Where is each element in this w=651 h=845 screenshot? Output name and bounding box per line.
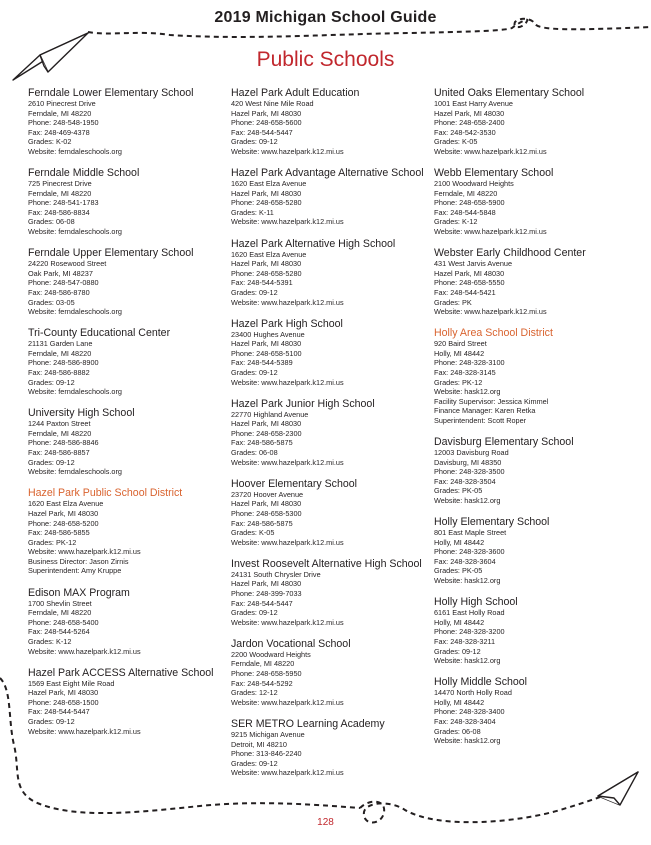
entry-detail-line: Holly, MI 48442 bbox=[434, 348, 485, 358]
entry-detail-line: Fax: 248-544-5391 bbox=[231, 278, 293, 288]
entry-detail-line: Grades: 12-12 bbox=[231, 688, 278, 698]
entry-detail-line: Grades: PK-12 bbox=[434, 377, 483, 387]
entry-detail-line: 2200 Woodward Heights bbox=[231, 649, 311, 659]
entry-detail-line: 1620 East Elza Avenue bbox=[28, 499, 104, 509]
entry-detail-line: Holly, MI 48442 bbox=[434, 537, 485, 547]
entry-detail-line: Phone: 248-586-8846 bbox=[28, 438, 99, 448]
entry-detail-line: Grades: 03-05 bbox=[28, 297, 75, 307]
entry-detail-line: Hazel Park, MI 48030 bbox=[231, 259, 302, 269]
entry-detail-line: Hazel Park, MI 48030 bbox=[231, 499, 302, 509]
entry-detail-line: Holly, MI 48442 bbox=[434, 697, 485, 707]
school-name: Hoover Elementary School bbox=[231, 477, 358, 490]
school-entry bbox=[28, 407, 228, 477]
school-name: Ferndale Lower Elementary School bbox=[28, 87, 194, 99]
school-entry bbox=[231, 718, 431, 778]
entry-detail-line: Grades: PK-12 bbox=[28, 537, 77, 547]
entry-detail-line: Website: www.hazelpark.k12.mi.us bbox=[231, 768, 344, 778]
entry-detail-line: Holly, MI 48442 bbox=[434, 617, 485, 627]
entry-detail-line: Hazel Park, MI 48030 bbox=[231, 108, 302, 118]
school-name: Holly Elementary School bbox=[434, 516, 550, 529]
entry-detail-line: 23720 Hoover Avenue bbox=[231, 489, 304, 499]
school-name: Davisburg Elementary School bbox=[434, 436, 574, 449]
entry-detail-line: Grades: 09-12 bbox=[231, 758, 278, 768]
school-entry bbox=[434, 596, 634, 666]
column-3 bbox=[434, 87, 634, 756]
page-number: 128 bbox=[317, 817, 334, 828]
school-name: Holly High School bbox=[434, 596, 518, 609]
entry-detail-line: Fax: 248-586-8882 bbox=[28, 367, 90, 377]
entry-detail-line: 420 West Nine Mile Road bbox=[231, 99, 314, 108]
school-entry bbox=[231, 87, 431, 157]
entry-detail-line: Phone: 248-658-5200 bbox=[28, 518, 99, 528]
school-name: Hazel Park ACCESS Alternative School bbox=[28, 666, 214, 679]
entry-detail-line: Website: www.hazelpark.k12.mi.us bbox=[231, 697, 344, 707]
entry-detail-line: 14470 North Holly Road bbox=[434, 688, 512, 698]
entry-detail-line: Phone: 248-399-7033 bbox=[231, 588, 302, 598]
entry-detail-line: 2610 Pinecrest Drive bbox=[28, 99, 96, 108]
entry-detail-line: Fax: 248-544-5447 bbox=[28, 707, 90, 717]
school-entry bbox=[434, 676, 634, 746]
entry-detail-line: 1700 Shevlin Street bbox=[28, 598, 92, 608]
entry-detail-line: Website: www.hazelpark.k12.mi.us bbox=[28, 547, 141, 557]
entry-detail-line: Website: ferndaleschools.org bbox=[28, 227, 122, 237]
entry-detail-line: Website: www.hazelpark.k12.mi.us bbox=[231, 377, 344, 387]
entry-detail-line: Grades: 06-08 bbox=[231, 448, 278, 458]
district-name: Hazel Park Public School District bbox=[28, 487, 183, 500]
entry-detail-line: Grades: K-12 bbox=[434, 217, 478, 227]
entry-detail-line: Ferndale, MI 48220 bbox=[28, 348, 92, 358]
entry-detail-line: Phone: 248-547-0880 bbox=[28, 278, 99, 288]
school-entry bbox=[231, 238, 431, 308]
school-entry bbox=[28, 587, 228, 657]
school-entry bbox=[231, 478, 431, 548]
school-name: Hazel Park Adult Education bbox=[231, 87, 360, 99]
entry-detail-line: Grades: K-02 bbox=[28, 137, 72, 147]
entry-detail-line: Website: www.hazelpark.k12.mi.us bbox=[231, 297, 344, 307]
entry-detail-line: Phone: 248-658-5280 bbox=[231, 198, 302, 208]
column-2 bbox=[231, 87, 431, 788]
entry-detail-line: 1569 East Eight Mile Road bbox=[28, 678, 115, 688]
school-entry bbox=[434, 516, 634, 586]
entry-detail-line: Grades: 09-12 bbox=[434, 646, 481, 656]
entry-detail-line: Website: ferndaleschools.org bbox=[28, 307, 122, 317]
entry-detail-line: 1001 East Harry Avenue bbox=[434, 99, 513, 108]
entry-detail-line: Fax: 248-328-3504 bbox=[434, 476, 496, 486]
entry-detail-line: Grades: 09-12 bbox=[28, 457, 75, 467]
entry-detail-line: Fax: 248-586-5875 bbox=[231, 438, 293, 448]
entry-detail-line: Fax: 248-328-3145 bbox=[434, 367, 496, 377]
entry-detail-line: Grades: K-11 bbox=[231, 207, 274, 217]
entry-detail-line: Website: www.hazelpark.k12.mi.us bbox=[434, 227, 547, 237]
entry-detail-line: Website: www.hazelpark.k12.mi.us bbox=[434, 307, 547, 317]
school-name: Tri-County Educational Center bbox=[28, 327, 171, 340]
entry-detail-line: Grades: K-05 bbox=[231, 528, 275, 538]
entry-detail-line: Oak Park, MI 48237 bbox=[28, 268, 93, 278]
school-name: Edison MAX Program bbox=[28, 586, 130, 599]
school-name: United Oaks Elementary School bbox=[434, 87, 585, 99]
entry-detail-line: Grades: 09-12 bbox=[231, 137, 278, 147]
school-entry bbox=[231, 638, 431, 708]
school-name: University High School bbox=[28, 407, 135, 420]
district-name: Holly Area School District bbox=[434, 327, 553, 340]
guide-title: 2019 Michigan School Guide bbox=[214, 9, 437, 26]
entry-detail-line: Website: www.hazelpark.k12.mi.us bbox=[231, 217, 344, 227]
entry-detail-line: Phone: 248-658-2300 bbox=[231, 428, 302, 438]
entry-detail-line: Phone: 248-658-5600 bbox=[231, 118, 302, 128]
school-entry bbox=[28, 167, 228, 237]
entry-detail-line: 6161 East Holly Road bbox=[434, 608, 505, 618]
school-name: Hazel Park Alternative High School bbox=[231, 237, 396, 250]
entry-detail-line: Phone: 248-658-5550 bbox=[434, 278, 505, 288]
entry-detail-line: Website: ferndaleschools.org bbox=[28, 467, 122, 477]
entry-detail-line: Business Director: Jason Zirnis bbox=[28, 556, 129, 566]
entry-detail-line: Hazel Park, MI 48030 bbox=[231, 579, 302, 589]
column-1 bbox=[28, 87, 228, 747]
entry-detail-line: Ferndale, MI 48220 bbox=[28, 608, 92, 618]
entry-detail-line: 1620 East Elza Avenue bbox=[231, 249, 307, 259]
entry-detail-line: Fax: 248-586-5875 bbox=[231, 518, 293, 528]
entry-detail-line: Phone: 248-658-5280 bbox=[231, 268, 302, 278]
school-entry bbox=[28, 247, 228, 317]
entry-detail-line: 2100 Woodward Heights bbox=[434, 179, 514, 189]
entry-detail-line: Hazel Park, MI 48030 bbox=[231, 339, 302, 349]
entry-detail-line: Fax: 248-544-5447 bbox=[231, 127, 293, 137]
entry-detail-line: Grades: PK bbox=[434, 297, 472, 307]
entry-detail-line: Grades: 09-12 bbox=[28, 717, 75, 726]
entry-detail-line: Davisburg, MI 48350 bbox=[434, 457, 502, 467]
entry-detail-line: Grades: PK-05 bbox=[434, 486, 483, 496]
entry-detail-line: Hazel Park, MI 48030 bbox=[231, 188, 302, 198]
entry-detail-line: Phone: 248-328-3100 bbox=[434, 358, 505, 368]
entry-detail-line: Fax: 248-544-5848 bbox=[434, 207, 496, 217]
entry-detail-line: Fax: 248-586-8857 bbox=[28, 448, 90, 458]
entry-detail-line: Phone: 248-541-1783 bbox=[28, 198, 99, 208]
entry-detail-line: 431 West Jarvis Avenue bbox=[434, 259, 513, 269]
entry-detail-line: 21131 Garden Lane bbox=[28, 339, 93, 349]
school-entry bbox=[28, 327, 228, 397]
school-name: Jardon Vocational School bbox=[231, 637, 351, 650]
entry-detail-line: Fax: 248-469-4378 bbox=[28, 127, 90, 137]
entry-detail-line: Website: www.hazelpark.k12.mi.us bbox=[28, 646, 141, 656]
school-name: Ferndale Upper Elementary School bbox=[28, 247, 194, 260]
entry-detail-line: Detroit, MI 48210 bbox=[231, 739, 287, 749]
entry-detail-line: Hazel Park, MI 48030 bbox=[434, 108, 505, 118]
school-name: Webster Early Childhood Center bbox=[434, 247, 586, 260]
entry-detail-line: Ferndale, MI 48220 bbox=[434, 188, 498, 198]
entry-detail-line: 1620 East Elza Avenue bbox=[231, 179, 307, 189]
school-name: SER METRO Learning Academy bbox=[231, 717, 385, 730]
entry-detail-line: Hazel Park, MI 48030 bbox=[434, 268, 505, 278]
entry-detail-line: Fax: 248-544-5292 bbox=[231, 678, 293, 688]
school-name: Hazel Park Junior High School bbox=[231, 397, 375, 410]
entry-detail-line: 24131 South Chrysler Drive bbox=[231, 569, 321, 579]
school-entry bbox=[434, 436, 634, 506]
entry-detail-line: 12003 Davisburg Road bbox=[434, 448, 509, 458]
entry-detail-line: Website: www.hazelpark.k12.mi.us bbox=[231, 537, 344, 547]
entry-detail-line: Phone: 248-658-5400 bbox=[28, 617, 99, 627]
entry-detail-line: Phone: 248-658-5300 bbox=[231, 508, 302, 518]
entry-detail-line: Grades: 09-12 bbox=[28, 377, 75, 387]
entry-detail-line: Phone: 313-846-2240 bbox=[231, 749, 302, 759]
entry-detail-line: Website: hask12.org bbox=[434, 387, 501, 397]
entry-detail-line: Website: www.hazelpark.k12.mi.us bbox=[231, 146, 344, 156]
entry-detail-line: Facility Supervisor: Jessica Kimmel bbox=[434, 396, 549, 406]
entry-detail-line: Phone: 248-548-1950 bbox=[28, 118, 99, 128]
entry-detail-line: Fax: 248-544-5389 bbox=[231, 358, 293, 368]
entry-detail-line: Website: www.hazelpark.k12.mi.us bbox=[28, 726, 141, 736]
entry-detail-line: Grades: K-05 bbox=[434, 137, 478, 147]
entry-detail-line: Website: hask12.org bbox=[434, 576, 501, 586]
school-entry bbox=[434, 247, 634, 317]
school-name: Hazel Park Advantage Alternative School bbox=[231, 167, 424, 180]
entry-detail-line: 22770 Highland Avenue bbox=[231, 409, 309, 419]
school-entry bbox=[231, 318, 431, 388]
entry-detail-line: Phone: 248-328-3600 bbox=[434, 547, 505, 557]
district-entry bbox=[434, 327, 634, 425]
entry-detail-line: 24220 Rosewood Street bbox=[28, 259, 107, 269]
entry-detail-line: Superintendent: Amy Kruppe bbox=[28, 566, 122, 576]
entry-detail-line: 920 Baird Street bbox=[434, 339, 487, 349]
entry-detail-line: Grades: 09-12 bbox=[231, 287, 278, 297]
entry-detail-line: 725 Pinecrest Drive bbox=[28, 179, 92, 189]
entry-detail-line: Grades: PK-05 bbox=[434, 566, 483, 576]
entry-detail-line: Phone: 248-328-3400 bbox=[434, 707, 505, 717]
entry-detail-line: Website: hask12.org bbox=[434, 736, 501, 746]
entry-detail-line: Hazel Park, MI 48030 bbox=[231, 419, 302, 429]
entry-detail-line: Phone: 248-658-5950 bbox=[231, 669, 302, 679]
entry-detail-line: Phone: 248-328-3200 bbox=[434, 627, 505, 637]
entry-detail-line: Website: ferndaleschools.org bbox=[28, 387, 122, 397]
entry-detail-line: Fax: 248-586-5855 bbox=[28, 528, 90, 538]
entry-detail-line: Grades: 09-12 bbox=[231, 608, 278, 618]
entry-detail-line: Grades: 09-12 bbox=[231, 367, 278, 377]
entry-detail-line: Ferndale, MI 48220 bbox=[28, 108, 92, 118]
entry-detail-line: Phone: 248-658-5900 bbox=[434, 198, 505, 208]
school-entry bbox=[231, 558, 431, 628]
entry-detail-line: 9215 Michigan Avenue bbox=[231, 729, 305, 739]
entry-detail-line: Phone: 248-658-2400 bbox=[434, 118, 505, 128]
entry-detail-line: Phone: 248-658-1500 bbox=[28, 697, 99, 707]
entry-detail-line: Fax: 248-586-8834 bbox=[28, 207, 90, 217]
section-title: Public Schools bbox=[256, 48, 395, 71]
school-name: Invest Roosevelt Alternative High School bbox=[231, 557, 422, 570]
entry-detail-line: Website: www.hazelpark.k12.mi.us bbox=[231, 457, 344, 467]
entry-detail-line: Website: hask12.org bbox=[434, 656, 501, 666]
entry-detail-line: Grades: K-12 bbox=[28, 636, 72, 646]
entry-detail-line: Fax: 248-328-3211 bbox=[434, 636, 496, 646]
entry-detail-line: Fax: 248-542-3530 bbox=[434, 127, 496, 137]
entry-detail-line: 23400 Hughes Avenue bbox=[231, 329, 305, 339]
entry-detail-line: 801 East Maple Street bbox=[434, 528, 507, 538]
school-entry bbox=[28, 667, 228, 737]
school-entry bbox=[434, 167, 634, 237]
entry-detail-line: Website: ferndaleschools.org bbox=[28, 146, 122, 156]
entry-detail-line: Fax: 248-328-3404 bbox=[434, 717, 496, 726]
paper-airplane-icon bbox=[598, 772, 638, 805]
entry-detail-line: Ferndale, MI 48220 bbox=[231, 659, 295, 669]
entry-detail-line: Ferndale, MI 48220 bbox=[28, 428, 92, 438]
entry-detail-line: Website: hask12.org bbox=[434, 496, 501, 505]
school-entry bbox=[231, 167, 431, 227]
school-entry bbox=[434, 87, 634, 157]
entry-detail-line: Finance Manager: Karen Retka bbox=[434, 406, 536, 416]
school-entry bbox=[28, 87, 228, 157]
entry-detail-line: Ferndale, MI 48220 bbox=[28, 188, 92, 198]
entry-detail-line: Fax: 248-544-5264 bbox=[28, 627, 90, 637]
entry-detail-line: Grades: 06-08 bbox=[434, 726, 481, 736]
entry-detail-line: Hazel Park, MI 48030 bbox=[28, 508, 99, 518]
school-name: Holly Middle School bbox=[434, 676, 528, 689]
entry-detail-line: Website: www.hazelpark.k12.mi.us bbox=[434, 146, 547, 156]
school-name: Webb Elementary School bbox=[434, 167, 554, 180]
entry-detail-line: 1244 Paxton Street bbox=[28, 419, 91, 429]
entry-detail-line: Phone: 248-658-5100 bbox=[231, 348, 302, 358]
entry-detail-line: Fax: 248-586-8780 bbox=[28, 287, 90, 297]
entry-detail-line: Hazel Park, MI 48030 bbox=[28, 688, 99, 698]
entry-detail-line: Fax: 248-544-5421 bbox=[434, 287, 496, 297]
entry-detail-line: Grades: 06-08 bbox=[28, 217, 75, 227]
entry-detail-line: Superintendent: Scott Roper bbox=[434, 415, 527, 425]
entry-detail-line: Fax: 248-544-5447 bbox=[231, 598, 293, 608]
entry-detail-line: Website: www.hazelpark.k12.mi.us bbox=[231, 617, 344, 627]
school-entry bbox=[231, 398, 431, 468]
school-name: Hazel Park High School bbox=[231, 317, 343, 330]
entry-detail-line: Fax: 248-328-3604 bbox=[434, 556, 496, 566]
entry-detail-line: Phone: 248-328-3500 bbox=[434, 467, 505, 477]
school-name: Ferndale Middle School bbox=[28, 167, 140, 180]
district-entry bbox=[28, 487, 228, 576]
entry-detail-line: Phone: 248-586-8900 bbox=[28, 358, 99, 368]
